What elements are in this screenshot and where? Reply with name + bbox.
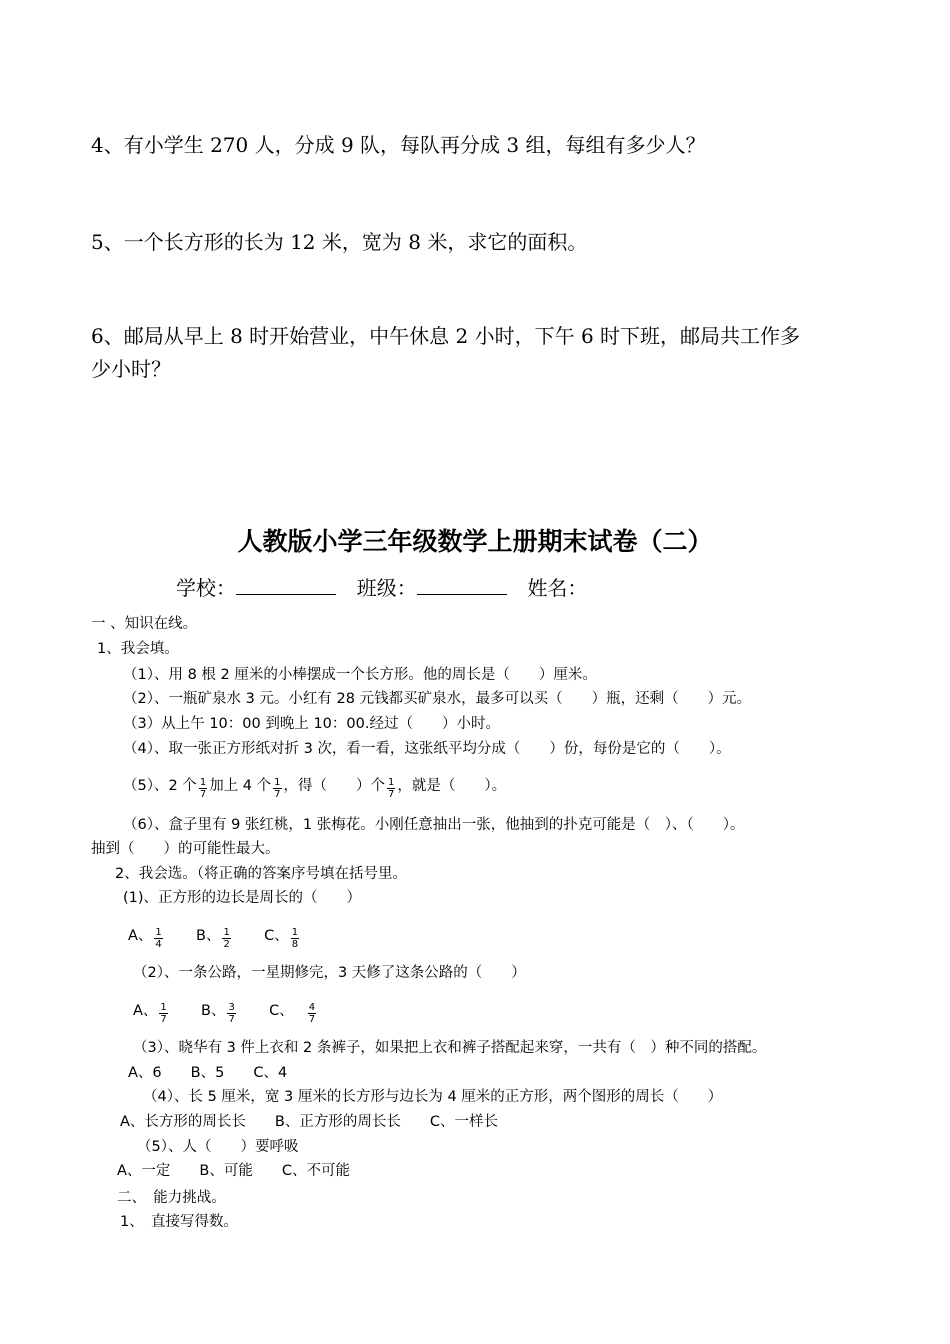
choose-q1-options [128,924,301,950]
option-b-label: B、 [201,1003,226,1019]
fill-q6-line1: （6）、盒子里有 9 张红桃，1 张梅花。小刚任意抽出一张，他抽到的扑克可能是（ ）、（ ）。 [123,817,745,833]
fill-q6-line2: 抽到（ ）的可能性最大。 [91,841,280,857]
school-blank [236,574,336,595]
fraction-option-a: $\frac{1}{7}$ [160,1002,167,1025]
choose-q5-options: A、一定 B、可能 C、不可能 [117,1163,350,1179]
fill-q5-part-d: ，就是（ ）。 [397,778,507,794]
option-a-label: A、 [133,1003,158,1019]
fill-q5-part-a: （5）、2 个 [123,778,197,794]
fraction-option-c: $\frac{4}{7}$ [308,1002,316,1025]
word-problem-4: 4、有小学生 270 人，分成 9 队，每队再分成 3 组，每组有多少人？ [91,133,706,157]
fill-q2: （2）、一瓶矿泉水 3 元。小红有 28 元钱都买矿泉水，最多可以买（ ）瓶，还剩（ ）元。 [123,691,752,707]
fill-q5 [123,774,506,800]
choose-q2-options [133,999,318,1025]
fill-q5-part-c: ，得（ ）个 [283,778,386,794]
word-problem-5: 5、一个长方形的长为 12 米，宽为 8 米，求它的面积。 [91,230,588,254]
fill-q3: （3）从上午 10：00 到晚上 10：00.经过（ ）小时。 [123,716,500,732]
choose-q2: （2）、一条公路，一星期修完，3 天修了这条公路的（ ） [133,965,526,981]
part2-sub1: 1、 直接写得数。 [120,1214,238,1230]
option-b-label: B、 [196,928,221,944]
choose-q4: （4）、长 5 厘米，宽 3 厘米的长方形与边长为 4 厘米的正方形，两个图形的周长（ ） [143,1089,723,1105]
option-c-label: C、 [264,928,289,944]
choose-q1: (1)、正方形的边长是周长的（ ） [123,890,362,906]
exam-title: 人教版小学三年级数学上册期末试卷（二） [237,527,713,556]
word-problem-6-line2: 少小时？ [91,357,171,381]
fill-heading: 1、我会填。 [97,641,179,657]
fill-q5-part-b: 加上 4 个 [209,778,272,794]
fraction-one-seventh: $\frac{1}{7}$ [274,777,281,800]
student-info-row [176,572,587,601]
name-label: 姓名： [527,576,588,600]
part2-heading: 二、 能力挑战。 [117,1190,226,1206]
fraction-one-seventh: $\frac{1}{7}$ [388,777,395,800]
fraction-one-seventh: $\frac{1}{7}$ [199,777,207,800]
fraction-option-a: $\frac{1}{4}$ [155,927,162,950]
class-blank [417,574,507,595]
fraction-option-b: $\frac{1}{2}$ [223,927,230,950]
choose-q5: （5）、人（ ）要呼吸 [137,1139,299,1155]
word-problem-6-line1: 6、邮局从早上 8 时开始营业，中午休息 2 小时，下午 6 时下班，邮局共工作多 [91,324,801,348]
choose-q3: （3）、晓华有 3 件上衣和 2 条裤子，如果把上衣和裤子搭配起来穿，一共有（ ）种不同的搭配。 [133,1040,767,1056]
choose-heading: 2、我会选。（将正确的答案序号填在括号里。 [115,866,407,882]
part1-heading: 一 、知识在线。 [91,616,198,632]
school-label: 学校： [176,576,236,600]
class-label: 班级： [356,576,417,600]
fraction-option-b: $\frac{3}{7}$ [228,1002,235,1025]
fraction-option-c: $\frac{1}{8}$ [291,927,299,950]
choose-q3-options: A、6 B、5 C、4 [128,1065,288,1081]
fill-q4: （4）、取一张正方形纸对折 3 次，看一看，这张纸平均分成（ ）份，每份是它的（ ）。 [123,741,731,757]
fill-q1: （1）、用 8 根 2 厘米的小棒摆成一个长方形。他的周长是（ ）厘米。 [123,667,597,683]
choose-q4-options: A、长方形的周长长 B、正方形的周长长 C、一样长 [120,1114,498,1130]
option-a-label: A、 [128,928,153,944]
option-c-label: C、 [269,1003,294,1019]
